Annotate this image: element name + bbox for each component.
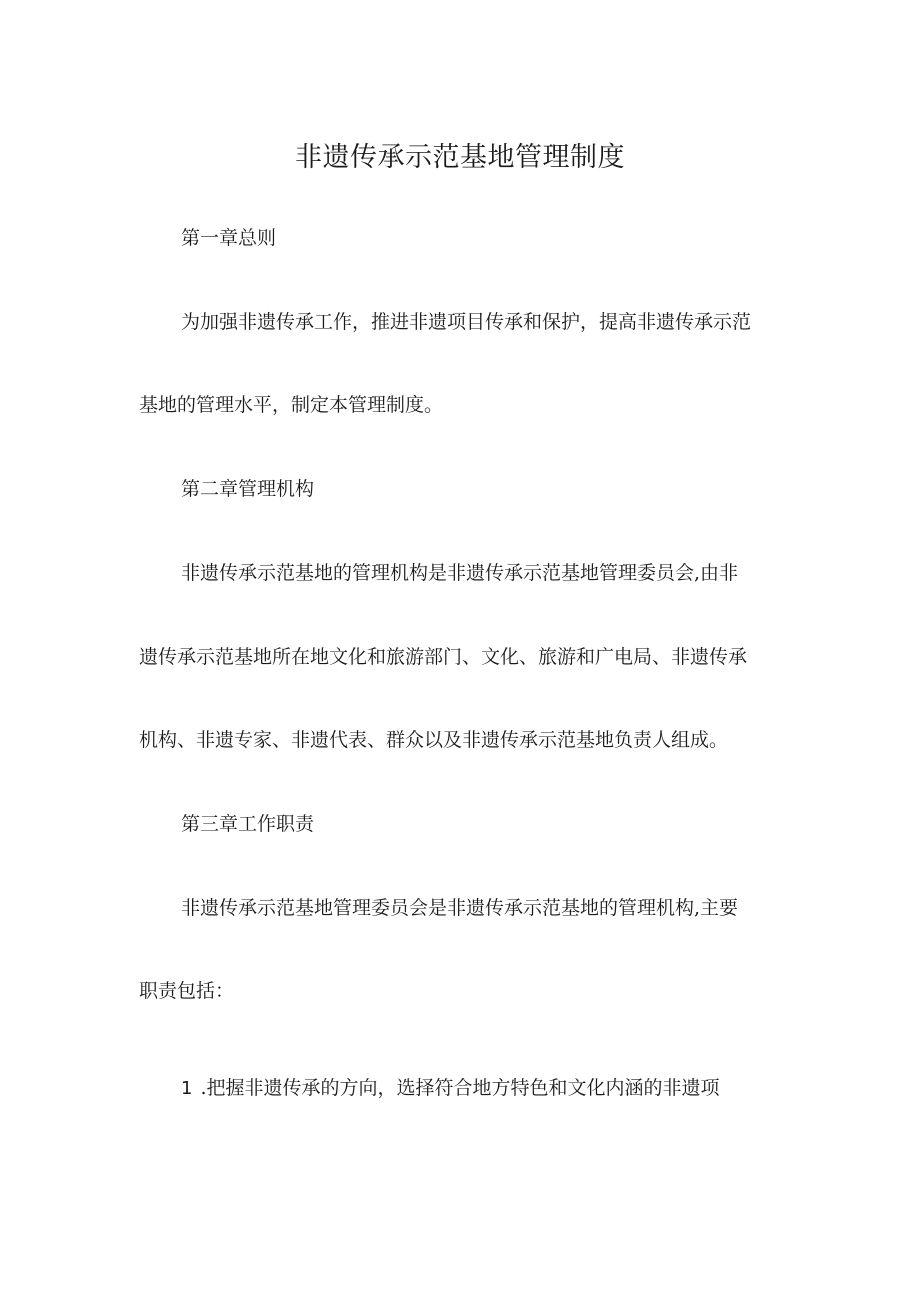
chapter-3-paragraph-line-2: 职责包括：	[139, 980, 235, 1002]
chapter-1-paragraph-line-2: 基地的管理水平，制定本管理制度。	[139, 394, 444, 416]
list-item-number: 1	[181, 1078, 193, 1099]
chapter-3-heading: 第三章工作职责	[181, 813, 315, 835]
chapter-2-paragraph-line-3: 机构、非遗专家、非遗代表、群众以及非遗传承示范基地负责人组成。	[139, 729, 729, 751]
list-item-1	[181, 1075, 720, 1102]
chapter-2-heading: 第二章管理机构	[181, 478, 315, 500]
chapter-2-paragraph-line-2: 遗传承示范基地所在地文化和旅游部门、文化、旅游和广电局、非遗传承	[139, 646, 748, 668]
document-title: 非遗传承示范基地管理制度	[295, 142, 625, 173]
chapter-3-paragraph-line-1: 非遗传承示范基地管理委员会是非遗传承示范基地的管理机构,主要	[181, 897, 739, 919]
chapter-2-paragraph-line-1: 非遗传承示范基地的管理机构是非遗传承示范基地管理委员会,由非	[181, 562, 739, 584]
list-item-text: .把握非遗传承的方向，选择符合地方特色和文化内涵的非遗项	[200, 1077, 720, 1099]
chapter-1-paragraph-line-1: 为加强非遗传承工作，推进非遗项目传承和保护，提高非遗传承示范	[181, 311, 752, 333]
chapter-1-heading: 第一章总则	[181, 227, 277, 249]
